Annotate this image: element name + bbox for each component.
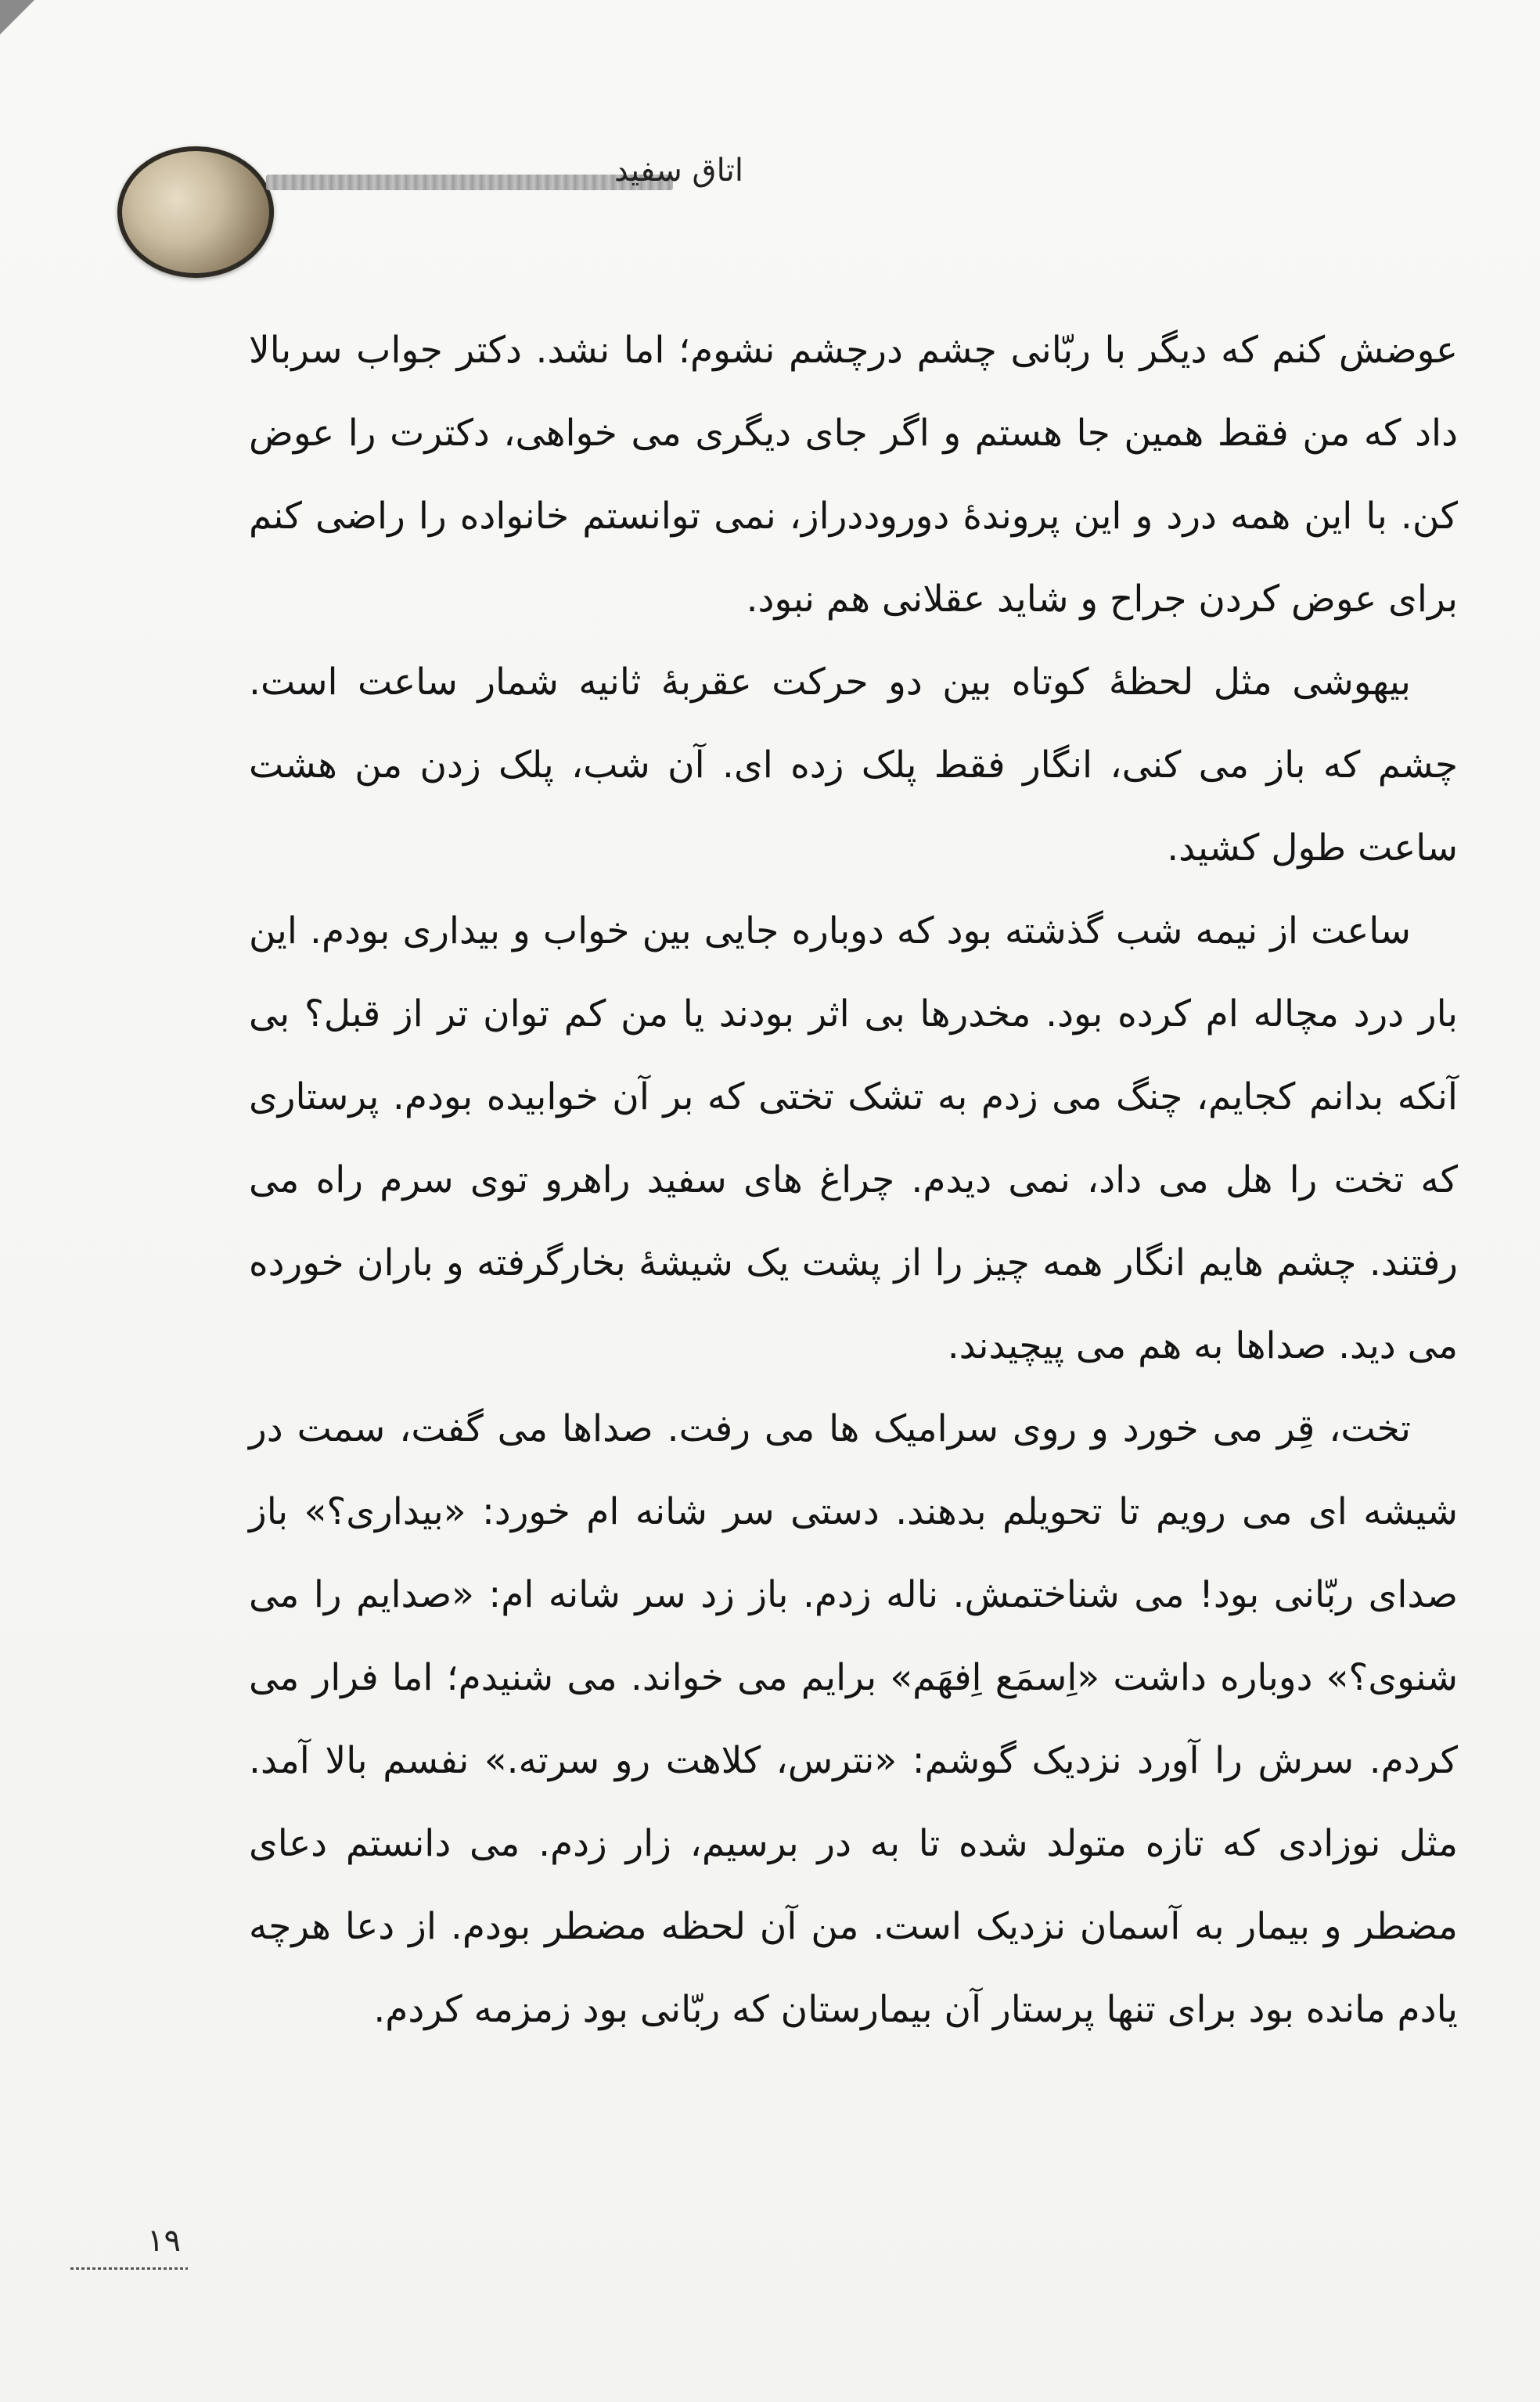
running-header bbox=[117, 137, 743, 286]
running-header-title: اتاق سفید bbox=[614, 153, 743, 189]
page-number: ۱۹ bbox=[147, 2223, 181, 2259]
header-bar-ornament bbox=[266, 175, 673, 190]
paragraph-1: عوضش کنم که دیگر با ربّانی چشم درچشم نشوم؛ اما نشد. دکتر جواب سربالا داد که من فقط همین جا هستم و اگر جای دیگری می خواهی، دکترت را عوض کن. با این همه درد و این پروندهٔ دوروددراز، نمی توانستم خانواده را راضی کنم برای عوض کردن جراح و شاید عقلانی هم نبود. bbox=[249, 329, 1458, 621]
body-text bbox=[249, 309, 1458, 2051]
paragraph-4: تخت، قِر می خورد و روی سرامیک ها می رفت. صداها می گفت، سمت در شیشه ای می رویم تا تحویلم بدهند. دستی سر شانه ام خورد: «بیداری؟» باز صدای ربّانی بود! می شناختمش. ناله زدم. باز زد سر شانه ام: «صدایم را می شنوی؟» دوباره داشت «اِسمَع اِفهَم» برایم می خواند. می شنیدم؛ اما فرار می کردم. سرش را آورد نزدیک گوشم: «نترس، کلاهت رو سرته.» نفسم بالا آمد. مثل نوزادی که تازه متولد شده تا به در برسیم، زار زدم. می دانستم دعای مضطر و بیمار به آسمان نزدیک است. من آن لحظه مضطر بودم. از دعا هرچه یادم مانده بود برای تنها پرستار آن بیمارستان که ربّانی بود زمزمه کردم. bbox=[249, 1407, 1458, 2031]
page-corner-mark bbox=[0, 0, 34, 34]
paragraph-3: ساعت از نیمه شب گذشته بود که دوباره جایی بین خواب و بیداری بودم. این بار درد مچاله ام کرده بود. مخدرها بی اثر بودند یا من کم توان تر از قبل؟ بی آنکه بدانم کجایم، چنگ می زدم به تشک تختی که بر آن خوابیده بودم. پرستاری که تخت را هل می داد، نمی دیدم. چراغ های سفید راهرو توی سرم راه می رفتند. چشم هایم انگار همه چیز را از پشت یک شیشهٔ بخارگرفته و باران خورده می دید. صداها به هم می پیچیدند. bbox=[249, 909, 1458, 1367]
header-disc-ornament bbox=[117, 146, 274, 278]
footer-dotted-rule bbox=[70, 2267, 188, 2270]
paragraph-2: بیهوشی مثل لحظهٔ کوتاه بین دو حرکت عقربهٔ ثانیه شمار ساعت است. چشم که باز می کنی، انگار فقط پلک زده ای. آن شب، پلک زدن من هشت ساعت طول کشید. bbox=[249, 661, 1458, 870]
